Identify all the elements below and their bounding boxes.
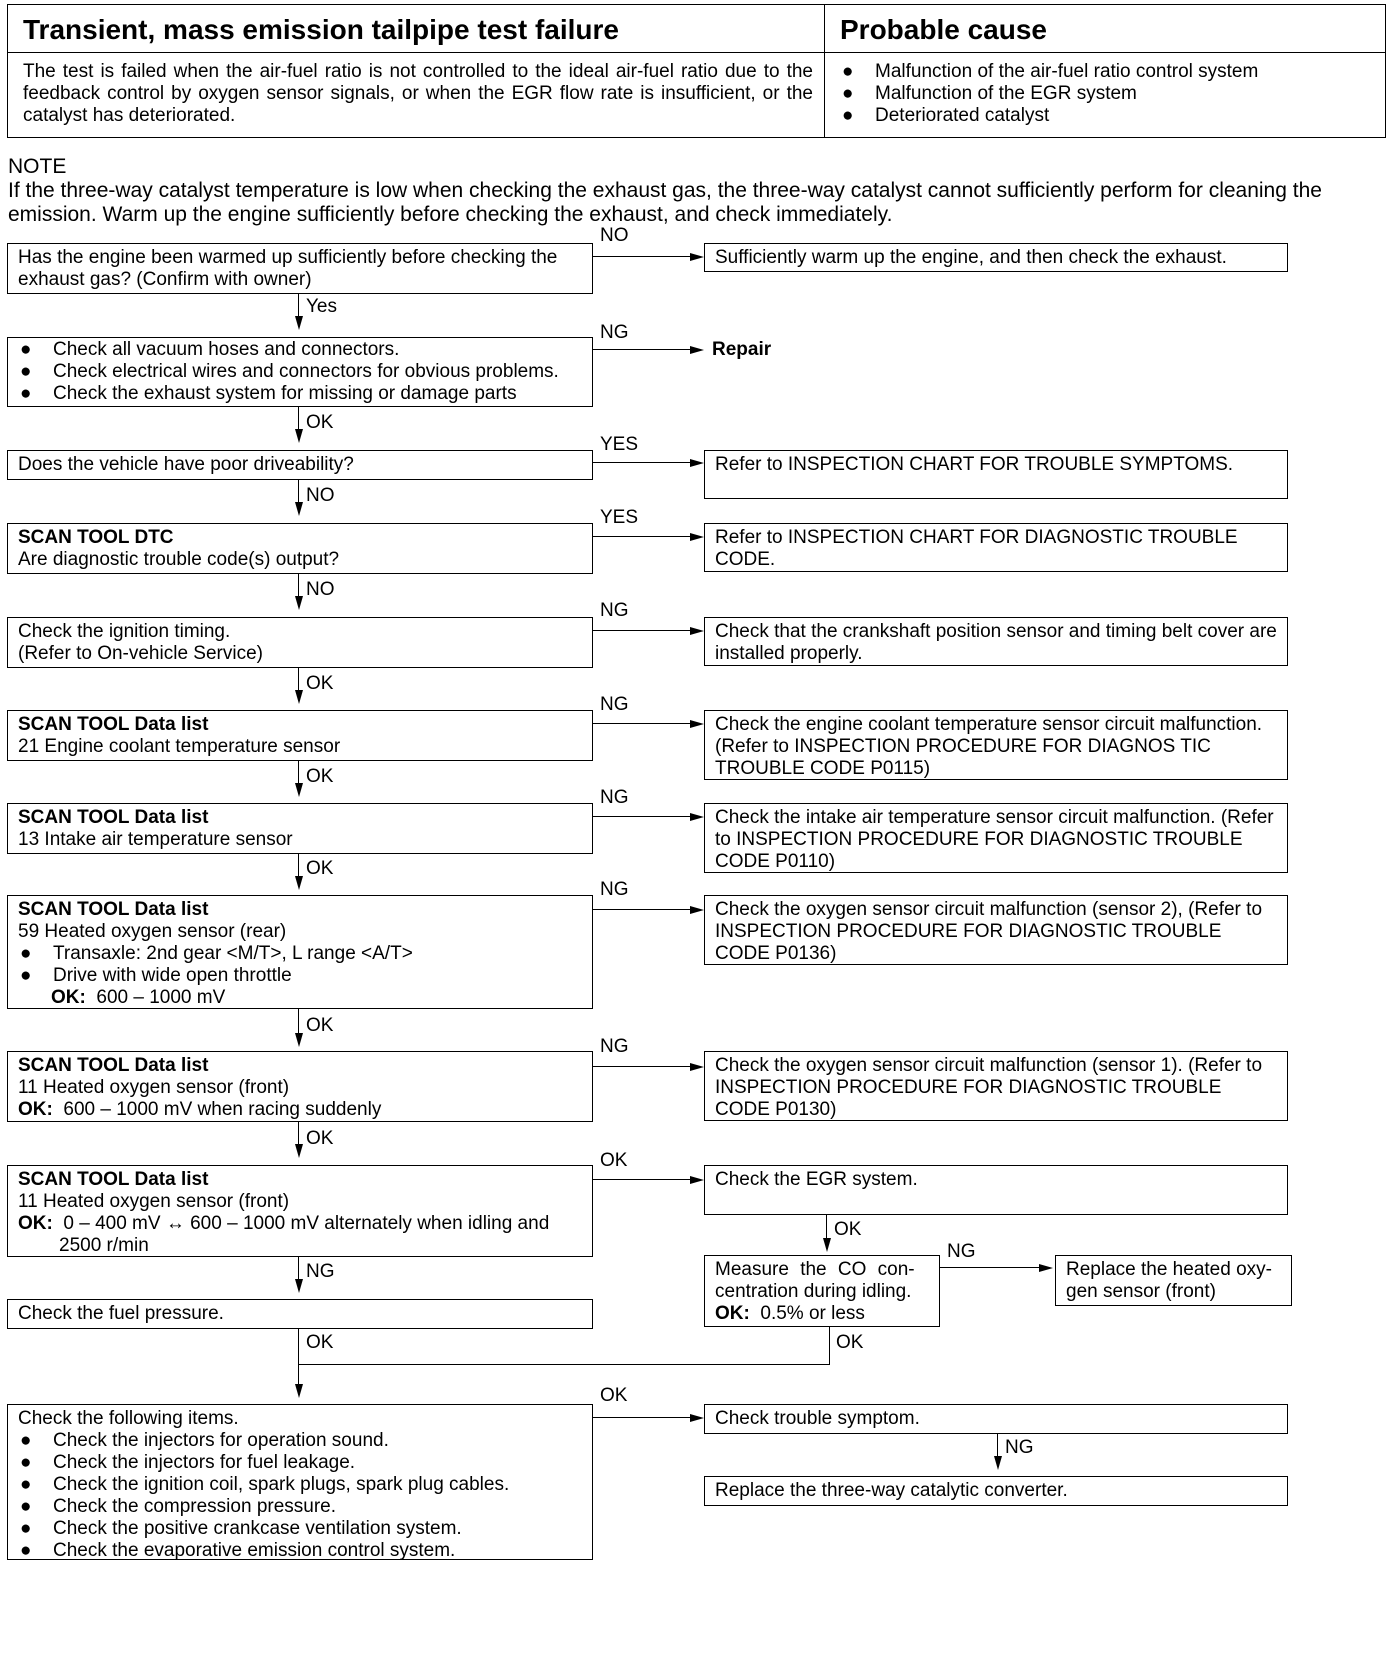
flow-label-ok: OK bbox=[834, 1219, 862, 1240]
arrow-down-icon bbox=[295, 429, 303, 443]
note-text: If the three-way catalyst temperature is low when checking the exhaust gas, the three-way catalyst cannot sufficiently perform for cleaning the emission. Warm up the engine sufficiently before checking the exhaust, and check immediately. bbox=[8, 179, 1322, 226]
connector-line bbox=[298, 1364, 830, 1365]
check-item: ● Check all vacuum hoses and connectors. bbox=[20, 339, 400, 360]
flow-label-yes: Yes bbox=[306, 296, 337, 317]
flow-label-ok: OK bbox=[306, 1128, 334, 1149]
bullet-icon: ● bbox=[20, 1474, 32, 1495]
branch-label-ng: NG bbox=[600, 600, 629, 621]
check-item: ● Check the evaporative emission control system. bbox=[20, 1540, 456, 1561]
arrow-right-icon bbox=[690, 1176, 704, 1184]
step-rear-oxygen-sensor: SCAN TOOL Data list 59 Heated oxygen sensor (rear) ● Transaxle: 2nd gear <M/T>, L range <A/T> ● Drive with wide open throttle OK: 600 – 1000 mV bbox=[7, 895, 593, 1009]
arrow-down-icon bbox=[295, 876, 303, 890]
connector-line bbox=[593, 816, 690, 817]
connector-line bbox=[593, 630, 690, 631]
step-title: SCAN TOOL Data list bbox=[18, 1169, 209, 1190]
connector-line bbox=[298, 480, 299, 502]
flow-label-ok: OK bbox=[836, 1332, 864, 1353]
check-item: ● Check the positive crankcase ventilation system. bbox=[20, 1518, 462, 1539]
arrow-down-icon bbox=[295, 596, 303, 610]
connector-line bbox=[997, 1434, 998, 1456]
probable-cause-title: Probable cause bbox=[840, 14, 1047, 45]
bullet-icon: ● bbox=[20, 965, 32, 986]
connector-line bbox=[298, 1122, 299, 1144]
header-table bbox=[7, 4, 1386, 138]
arrow-down-icon bbox=[823, 1238, 831, 1252]
ok-spec: OK: 0.5% or less bbox=[715, 1303, 865, 1324]
step-fuel-pressure: Check the fuel pressure. bbox=[7, 1299, 593, 1329]
branch-label-yes: YES bbox=[600, 434, 639, 455]
arrow-down-icon bbox=[295, 1144, 303, 1158]
bullet-icon: ● bbox=[20, 1540, 32, 1561]
branch-label-ok: OK bbox=[600, 1150, 628, 1171]
step-intake-air-temp-sensor: SCAN TOOL Data list 13 Intake air temperature sensor bbox=[7, 803, 593, 854]
failure-description: The test is failed when the air-fuel ratio is not controlled to the ideal air-fuel ratio due to the feedback control by oxygen sensor signals, or when the EGR flow rate is insufficient, or the catalyst has deteriorated. bbox=[23, 61, 813, 126]
branch-label-ng: NG bbox=[600, 787, 629, 808]
step-driveability-check: Does the vehicle have poor driveability? bbox=[7, 450, 593, 480]
bullet-icon: ● bbox=[20, 943, 32, 964]
divider bbox=[824, 5, 825, 137]
flow-label-ok: OK bbox=[306, 1015, 334, 1036]
branch-label-ng: NG bbox=[600, 1036, 629, 1057]
arrow-down-icon bbox=[295, 783, 303, 797]
page-title: Transient, mass emission tailpipe test failure bbox=[23, 14, 619, 45]
arrow-right-icon bbox=[690, 1063, 704, 1071]
result-replace-oxygen-sensor: Replace the heated oxy-gen sensor (front) bbox=[1055, 1255, 1292, 1306]
flow-label-no: NO bbox=[306, 485, 335, 506]
bullet-icon: ● bbox=[842, 61, 854, 82]
cause-item: ● Malfunction of the air-fuel ratio control system bbox=[842, 61, 1259, 82]
step-title: SCAN TOOL Data list bbox=[18, 714, 209, 735]
result-crankshaft-sensor: Check that the crankshaft position sensor and timing belt cover are installed properly. bbox=[704, 617, 1288, 666]
arrow-right-icon bbox=[690, 459, 704, 467]
arrow-right-icon bbox=[690, 720, 704, 728]
connector-line bbox=[298, 1257, 299, 1279]
result-inspection-chart-dtc: Refer to INSPECTION CHART FOR DIAGNOSTIC TROUBLE CODE. bbox=[704, 523, 1288, 572]
arrow-down-icon bbox=[295, 690, 303, 704]
branch-label-ok: OK bbox=[600, 1385, 628, 1406]
step-measure-co: Measure the CO con- centration during idling. OK: 0.5% or less bbox=[704, 1255, 940, 1327]
connector-line bbox=[593, 723, 690, 724]
arrow-right-icon bbox=[690, 1414, 704, 1422]
step-scan-tool-dtc: SCAN TOOL DTC Are diagnostic trouble code(s) output? bbox=[7, 523, 593, 574]
ok-spec: OK: 0 – 400 mV ↔ 600 – 1000 mV alternately when idling and bbox=[18, 1213, 550, 1234]
step-title: SCAN TOOL Data list bbox=[18, 807, 209, 828]
flow-label-ng: NG bbox=[306, 1261, 335, 1282]
note bbox=[8, 155, 1388, 227]
flow-label-no: NO bbox=[306, 579, 335, 600]
step-coolant-temp-sensor: SCAN TOOL Data list 21 Engine coolant temperature sensor bbox=[7, 710, 593, 761]
ok-spec: OK: 600 – 1000 mV bbox=[51, 987, 226, 1008]
result-warm-up-engine: Sufficiently warm up the engine, and then check the exhaust. bbox=[704, 243, 1288, 272]
result-front-oxygen-circuit: Check the oxygen sensor circuit malfunction (sensor 1). (Refer to INSPECTION PROCEDURE FOR DIAGNOSTIC TROUBLE CODE P0130) bbox=[704, 1051, 1288, 1121]
arrow-right-icon bbox=[690, 627, 704, 635]
arrow-down-icon bbox=[295, 1033, 303, 1047]
connector-line bbox=[826, 1215, 827, 1238]
bullet-icon: ● bbox=[20, 1430, 32, 1451]
arrow-down-icon bbox=[994, 1456, 1002, 1470]
bullet-icon: ● bbox=[842, 105, 854, 126]
branch-label-ng: NG bbox=[600, 694, 629, 715]
check-item: ● Check the injectors for operation sound. bbox=[20, 1430, 389, 1451]
arrow-down-icon bbox=[295, 1384, 303, 1398]
bullet-icon: ● bbox=[20, 1452, 32, 1473]
bullet-icon: ● bbox=[20, 1496, 32, 1517]
bullet-icon: ● bbox=[20, 339, 32, 360]
step-visual-checks bbox=[7, 337, 593, 407]
connector-line bbox=[593, 536, 690, 537]
connector-line bbox=[298, 407, 299, 429]
connector-line bbox=[298, 668, 299, 690]
flow-label-ng: NG bbox=[1005, 1437, 1034, 1458]
flow-label-ok: OK bbox=[306, 673, 334, 694]
result-rear-oxygen-circuit: Check the oxygen sensor circuit malfunction (sensor 2), (Refer to INSPECTION PROCEDURE FOR DIAGNOSTIC TROUBLE CODE P0136) bbox=[704, 895, 1288, 965]
branch-label-ng: NG bbox=[947, 1241, 976, 1262]
branch-label-ng: NG bbox=[600, 879, 629, 900]
bullet-icon: ● bbox=[842, 83, 854, 104]
step-title: SCAN TOOL Data list bbox=[18, 1055, 209, 1076]
result-replace-catalytic-converter: Replace the three-way catalytic converter. bbox=[704, 1476, 1288, 1506]
flow-label-ok: OK bbox=[306, 1332, 334, 1353]
connector-line bbox=[298, 1329, 299, 1384]
condition-item: ● Transaxle: 2nd gear <M/T>, L range <A/T> bbox=[20, 943, 413, 964]
ok-spec: OK: 600 – 1000 mV when racing suddenly bbox=[18, 1099, 382, 1120]
arrow-down-icon bbox=[295, 316, 303, 330]
connector-line bbox=[593, 256, 690, 257]
check-item: ● Check the exhaust system for missing or damage parts bbox=[20, 383, 517, 404]
branch-label-yes: YES bbox=[600, 507, 639, 528]
check-item: ● Check the ignition coil, spark plugs, spark plug cables. bbox=[20, 1474, 510, 1495]
arrow-right-icon bbox=[690, 346, 704, 354]
connector-line bbox=[593, 462, 690, 463]
bullet-icon: ● bbox=[20, 361, 32, 382]
step-warmup-check: Has the engine been warmed up sufficiently before checking the exhaust gas? (Confirm with owner) bbox=[7, 243, 593, 294]
connector-line bbox=[829, 1327, 830, 1364]
connector-line bbox=[298, 294, 299, 316]
arrow-down-icon bbox=[295, 1279, 303, 1293]
check-item: ● Check the injectors for fuel leakage. bbox=[20, 1452, 356, 1473]
condition-item: ● Drive with wide open throttle bbox=[20, 965, 292, 986]
step-ignition-timing: Check the ignition timing. (Refer to On-vehicle Service) bbox=[7, 617, 593, 668]
branch-label-ng: NG bbox=[600, 322, 629, 343]
connector-line bbox=[593, 1179, 690, 1180]
divider bbox=[8, 52, 1385, 53]
cause-item: ● Malfunction of the EGR system bbox=[842, 83, 1137, 104]
flow-label-ok: OK bbox=[306, 412, 334, 433]
result-repair: Repair bbox=[712, 339, 772, 360]
branch-label-no: NO bbox=[600, 225, 629, 246]
arrow-right-icon bbox=[690, 253, 704, 261]
step-check-trouble-symptom: Check trouble symptom. bbox=[704, 1404, 1288, 1434]
step-front-oxygen-racing: SCAN TOOL Data list 11 Heated oxygen sensor (front) OK: 600 – 1000 mV when racing suddenly bbox=[7, 1051, 593, 1122]
step-title: SCAN TOOL DTC bbox=[18, 527, 174, 548]
note-heading: NOTE bbox=[8, 155, 67, 178]
bullet-icon: ● bbox=[20, 383, 32, 404]
connector-line bbox=[298, 761, 299, 783]
step-check-following-items: Check the following items. ● Check the injectors for operation sound. ● Check the injectors for fuel leakage. ● Check the ignition coil, spark plugs, spark plug cables. ● Check the compression pressure. ● Check the positive crankcase ventilation system. ● Check the evaporative emission control system. bbox=[7, 1404, 593, 1560]
arrow-right-icon bbox=[690, 533, 704, 541]
connector-line bbox=[593, 349, 690, 350]
check-item: ● Check the compression pressure. bbox=[20, 1496, 337, 1517]
step-title: SCAN TOOL Data list bbox=[18, 899, 209, 920]
connector-line bbox=[593, 1417, 690, 1418]
step-egr-system: Check the EGR system. bbox=[704, 1165, 1288, 1215]
arrow-down-icon bbox=[295, 502, 303, 516]
result-inspection-chart-symptoms: Refer to INSPECTION CHART FOR TROUBLE SYMPTOMS. bbox=[704, 450, 1288, 499]
check-item: ● Check electrical wires and connectors for obvious problems. bbox=[20, 361, 559, 382]
result-coolant-circuit: Check the engine coolant temperature sensor circuit malfunction. (Refer to INSPECTION PROCEDURE FOR DIAGNOS TIC TROUBLE CODE P0115) bbox=[704, 710, 1288, 780]
arrow-right-icon bbox=[690, 813, 704, 821]
flow-label-ok: OK bbox=[306, 766, 334, 787]
bullet-icon: ● bbox=[20, 1518, 32, 1539]
arrow-right-icon bbox=[1039, 1264, 1053, 1272]
connector-line bbox=[593, 909, 690, 910]
connector-line bbox=[940, 1267, 1039, 1268]
arrow-right-icon bbox=[690, 906, 704, 914]
connector-line bbox=[298, 854, 299, 876]
cause-item: ● Deteriorated catalyst bbox=[842, 105, 1050, 126]
probable-cause-list bbox=[840, 61, 1258, 127]
connector-line bbox=[298, 574, 299, 596]
connector-line bbox=[593, 1066, 690, 1067]
step-front-oxygen-idling: SCAN TOOL Data list 11 Heated oxygen sensor (front) OK: 0 – 400 mV ↔ 600 – 1000 mV alternately when idling and 2500 r/min bbox=[7, 1165, 593, 1257]
flow-label-ok: OK bbox=[306, 858, 334, 879]
result-intake-air-circuit: Check the intake air temperature sensor circuit malfunction. (Refer to INSPECTION PROCEDURE FOR DIAGNOSTIC TROUBLE CODE P0110) bbox=[704, 803, 1288, 873]
